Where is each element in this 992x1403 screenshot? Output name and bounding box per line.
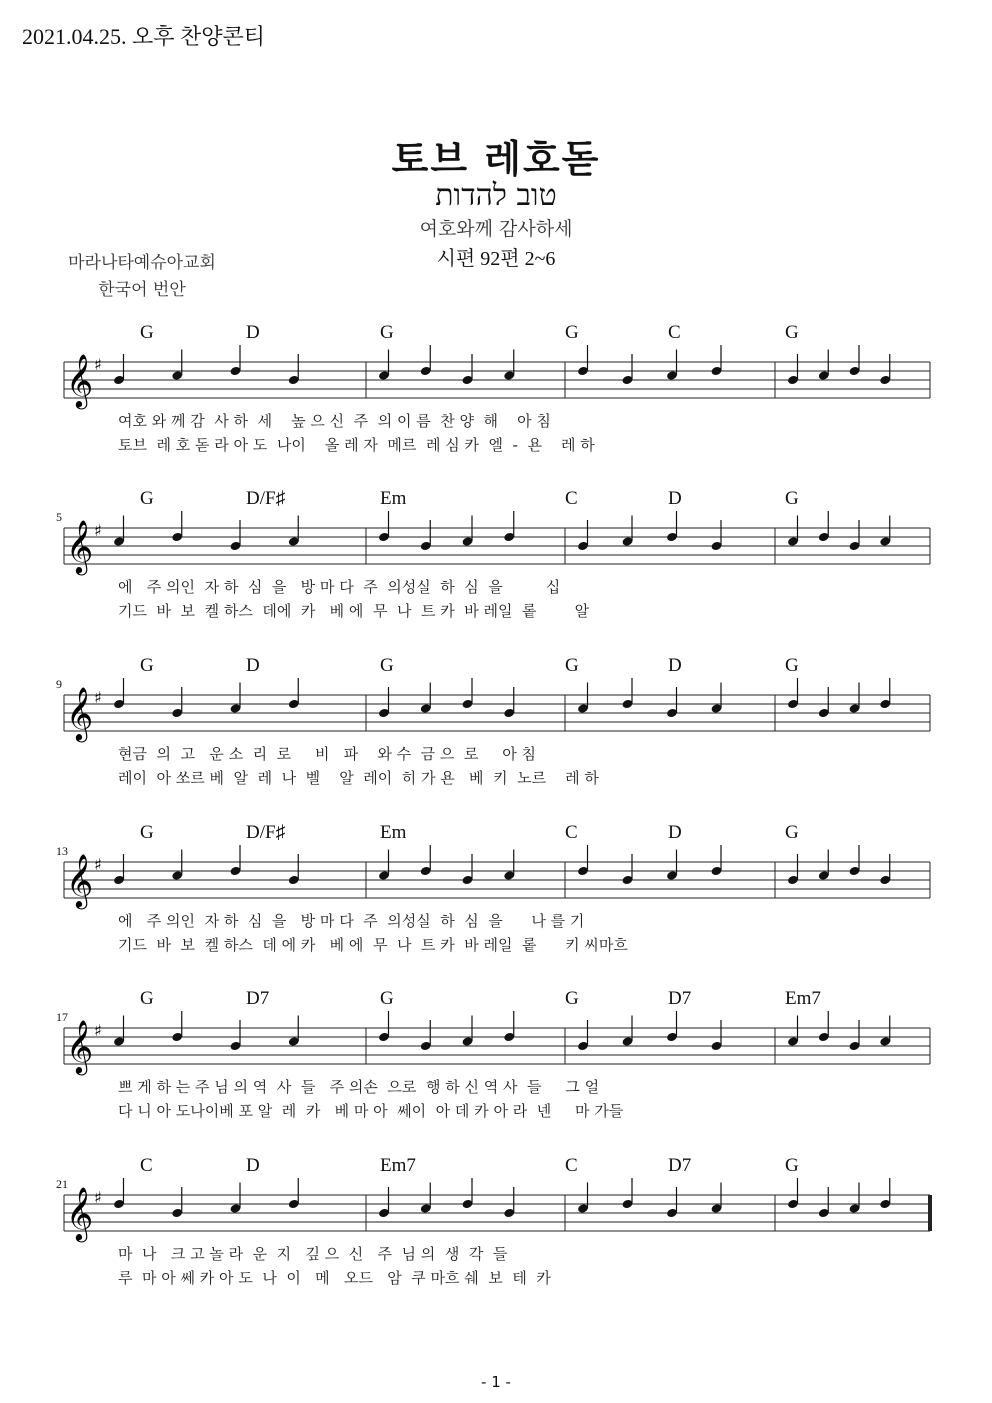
treble-clef-icon: 𝄞 [66,353,94,407]
lyrics-korean: 쁘 게 하 는 주 님 의 역 사 들 주 의손 으로 행 하 신 역 사 들 그 얼 [118,1078,600,1096]
chord-symbol: G [565,655,579,676]
chord-symbol: G [380,988,394,1009]
chord-symbol: G [140,488,154,509]
chord-symbol: G [785,1155,799,1176]
chord-symbol: G [785,655,799,676]
measure-number: 21 [56,1177,68,1191]
chord-symbol: C [565,822,578,843]
chord-symbol: G [380,655,394,676]
chord-symbol: G [140,655,154,676]
song-subtitle: 여호와께 감사하세 [419,218,573,240]
chord-symbol: D/F♯ [246,822,286,843]
chord-symbol: Em [380,822,407,843]
chord-symbol: Em7 [380,1155,416,1176]
lyrics-korean: 마 나 크 고 놀 라 운 지 깊 으 신 주 님 의 생 각 들 [118,1245,508,1263]
chord-symbol: D7 [668,988,692,1009]
lyrics-hebrew-transliteration: 레이 아 쏘르 베 알 레 나 벨 알 레이 히 가 욘 베 키 노르 레 하 [118,769,599,787]
key-signature-sharp-icon: ♯ [94,521,102,540]
chord-symbol: C [668,322,681,343]
lyrics-korean: 에 주 의인 자 하 심 을 방 마 다 주 의성실 하 심 을 십 [118,578,561,596]
lyrics-hebrew-transliteration: 토브 레 호 돋 라 아 도 나이 올 레 자 메르 레 심 카 엘 - 욘 레 하 [118,436,595,454]
lyrics-korean: 에 주 의인 자 하 심 을 방 마 다 주 의성실 하 심 을 나 를 기 [118,912,585,930]
chord-symbol: G [140,322,154,343]
chord-symbol: C [565,488,578,509]
document-date-title: 2021.04.25. 오후 찬양콘티 [22,24,266,49]
measure-number: 5 [56,510,62,524]
key-signature-sharp-icon: ♯ [94,1188,102,1207]
key-signature-sharp-icon: ♯ [94,355,102,374]
lyrics-korean: 현금 의 고 운 소 리 로 비 파 와 수 금 으 로 아 침 [118,745,536,763]
treble-clef-icon: 𝄞 [66,1186,94,1240]
treble-clef-icon: 𝄞 [66,686,94,740]
chord-symbol: G [565,322,579,343]
church-name: 마라나타예슈아교회 [68,253,216,273]
scripture-reference: 시편 92편 2~6 [436,248,556,270]
key-signature-sharp-icon: ♯ [94,688,102,707]
chord-symbol: D [668,488,682,509]
key-signature-sharp-icon: ♯ [94,855,102,874]
chord-symbol: D [668,655,682,676]
chord-symbol: D [246,322,260,343]
chord-symbol: G [785,822,799,843]
song-title: 토브 레호돋 [391,137,601,181]
treble-clef-icon: 𝄞 [66,519,94,573]
song-hebrew-title: טוב להדות [435,178,557,213]
lyrics-korean: 여호 와 께 감 사 하 세 높 으 신 주 의 이 름 찬 양 해 아 침 [118,412,551,430]
chord-symbol: G [565,988,579,1009]
chord-symbol: Em [380,488,407,509]
chord-symbol: C [565,1155,578,1176]
chord-symbol: D [246,655,260,676]
page-number: - 1 - [481,1373,511,1391]
chord-symbol: D [246,1155,260,1176]
chord-symbol: Em7 [785,988,821,1009]
treble-clef-icon: 𝄞 [66,853,94,907]
chord-symbol: G [140,988,154,1009]
chord-symbol: D7 [246,988,270,1009]
key-signature-sharp-icon: ♯ [94,1021,102,1040]
chord-symbol: G [140,822,154,843]
chord-symbol: C [140,1155,153,1176]
lyrics-hebrew-transliteration: 기드 바 보 켈 하스 데 에 카 베 에 무 나 트 카 바 레일 롵 키 씨마흐 [118,936,628,954]
lyrics-hebrew-transliteration: 기드 바 보 켈 하스 데에 카 베 에 무 나 트 카 바 레일 롵 알 [118,602,590,620]
translation-credit: 한국어 번안 [98,280,186,300]
chord-symbol: G [380,322,394,343]
treble-clef-icon: 𝄞 [66,1019,94,1073]
measure-number: 17 [56,1010,68,1024]
lyrics-hebrew-transliteration: 루 마 아 쎄 카 아 도 나 이 메 오드 암 쿠 마흐 쉐 보 테 카 [118,1269,551,1287]
chord-symbol: G [785,322,799,343]
chord-symbol: G [785,488,799,509]
measure-number: 13 [56,844,68,858]
chord-symbol: D7 [668,1155,692,1176]
chord-symbol: D/F♯ [246,488,286,509]
lyrics-hebrew-transliteration: 다 니 아 도나이베 포 알 레 카 베 마 아 쎄이 아 데 카 아 라 넨 마 가들 [118,1102,624,1120]
chord-symbol: D [668,822,682,843]
measure-number: 9 [56,677,62,691]
church-credit [56,250,228,304]
